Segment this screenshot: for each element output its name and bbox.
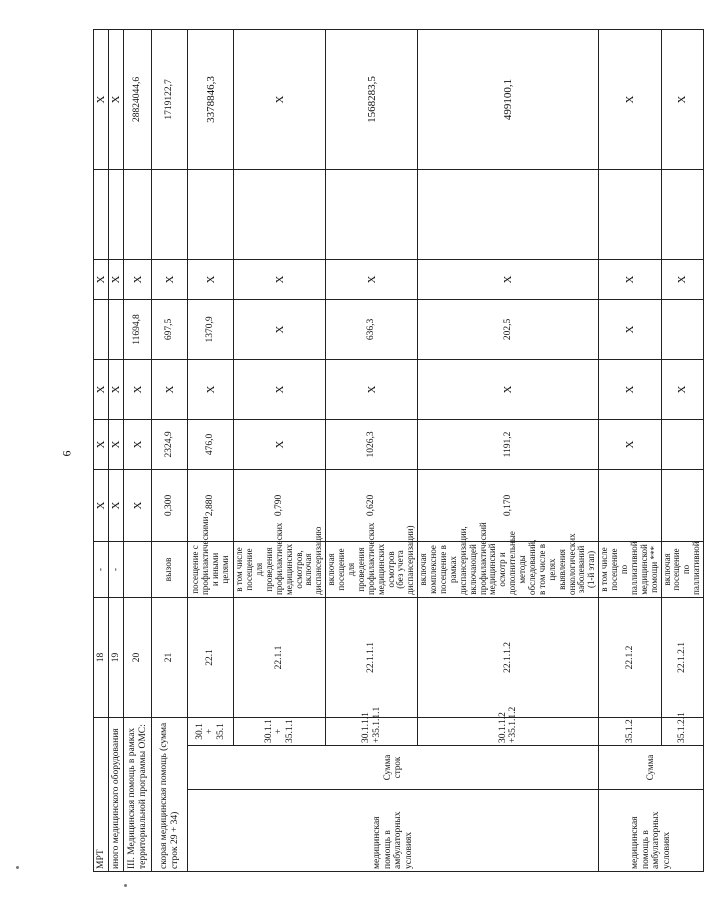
formula-cell: 30.1.1 + 35.1.1 bbox=[234, 717, 326, 745]
value-cell: X bbox=[599, 29, 661, 169]
row-name: III. Медицинская помощь в рамках территориальной программы ОМС: bbox=[124, 717, 152, 871]
value-cell: X bbox=[94, 259, 109, 299]
value-cell bbox=[661, 169, 704, 259]
value-cell: X bbox=[124, 469, 152, 541]
row-number: 22.1.1 bbox=[234, 597, 326, 717]
value-cell: X bbox=[188, 259, 234, 299]
table-row bbox=[326, 29, 418, 871]
value-cell: 0,170 bbox=[418, 469, 599, 541]
value-cell: X bbox=[599, 259, 661, 299]
unit-cell: - bbox=[109, 541, 124, 597]
row-number: 22.1.1.1 bbox=[326, 597, 418, 717]
row-number: 22.1 bbox=[188, 597, 234, 717]
value-cell: 1026,3 bbox=[326, 419, 418, 469]
value-cell: X bbox=[152, 259, 188, 299]
value-cell: X bbox=[418, 359, 599, 419]
value-cell: 0,620 bbox=[326, 469, 418, 541]
value-cell: X bbox=[109, 359, 124, 419]
value-cell: X bbox=[418, 259, 599, 299]
value-cell bbox=[326, 169, 418, 259]
value-cell bbox=[188, 169, 234, 259]
value-cell bbox=[418, 169, 599, 259]
row-number: 19 bbox=[109, 597, 124, 717]
value-cell bbox=[94, 169, 109, 259]
unit-cell: посещение с профилактическими и иными целями bbox=[188, 541, 234, 597]
row-number: 22.1.2.1 bbox=[661, 597, 704, 717]
value-cell: X bbox=[124, 359, 152, 419]
value-cell: X bbox=[234, 359, 326, 419]
row-number: 21 bbox=[152, 597, 188, 717]
formula-cell: 35.1.2.1 bbox=[661, 717, 704, 745]
unit-cell: включая комплексное посещение в рамках диспансеризации, включающей профилактический медицинский осмотр и дополнительные методы обследований, в том числе в целях выявления онкологических заболеваний (1-й этап) bbox=[418, 541, 599, 597]
value-cell bbox=[661, 299, 704, 359]
sum-label: Сумма bbox=[599, 746, 704, 790]
value-cell bbox=[109, 169, 124, 259]
value-cell: X bbox=[234, 29, 326, 169]
unit-cell: в том числе посещение для проведения профилактических медицинских осмотров, включая диспансеризацию bbox=[234, 541, 326, 597]
scan-speck bbox=[16, 866, 19, 869]
value-cell: X bbox=[109, 419, 124, 469]
row-name: медицинская помощь в амбулаторных условиях bbox=[599, 790, 704, 872]
value-cell: 476,0 bbox=[188, 419, 234, 469]
value-cell bbox=[661, 469, 704, 541]
unit-cell: включая посещение по паллиативной bbox=[661, 541, 704, 597]
page-number: 6 bbox=[59, 450, 74, 457]
value-cell: 3378846,3 bbox=[188, 29, 234, 169]
value-cell: 499100,1 bbox=[418, 29, 599, 169]
unit-cell: - bbox=[94, 541, 109, 597]
formula-cell: 30.1.1.2 +35.1.1.2 bbox=[418, 717, 599, 745]
sum-label: Сумма строк bbox=[188, 746, 599, 790]
value-cell: 0,790 bbox=[234, 469, 326, 541]
value-cell bbox=[109, 299, 124, 359]
value-cell: X bbox=[326, 259, 418, 299]
value-cell bbox=[599, 469, 661, 541]
value-cell: X bbox=[234, 299, 326, 359]
table-row bbox=[661, 29, 704, 871]
value-cell bbox=[124, 169, 152, 259]
value-cell: 28824044,6 bbox=[124, 29, 152, 169]
table-row bbox=[188, 29, 234, 871]
value-cell: X bbox=[152, 359, 188, 419]
row-number: 22.1.1.2 bbox=[418, 597, 599, 717]
value-cell: 1719122,7 bbox=[152, 29, 188, 169]
table-row bbox=[109, 29, 124, 871]
value-cell: 697,5 bbox=[152, 299, 188, 359]
value-cell: X bbox=[94, 29, 109, 169]
value-cell: 1568283,5 bbox=[326, 29, 418, 169]
value-cell: X bbox=[661, 259, 704, 299]
value-cell bbox=[234, 169, 326, 259]
row-number: 22.1.2 bbox=[599, 597, 661, 717]
value-cell: X bbox=[109, 29, 124, 169]
table-row bbox=[234, 29, 326, 871]
unit-cell: в том числе посещение по паллиативной медицинской помощи *** bbox=[599, 541, 661, 597]
value-cell: 0,300 bbox=[152, 469, 188, 541]
unit-cell: вызов bbox=[152, 541, 188, 597]
row-name: иного медицинского оборудования bbox=[109, 717, 124, 871]
value-cell: X bbox=[234, 419, 326, 469]
table-row bbox=[152, 29, 188, 871]
value-cell: X bbox=[94, 419, 109, 469]
unit-cell: включая посещение для проведения профилактических медицинских осмотров (без учета диспансеризации) bbox=[326, 541, 418, 597]
formula-cell: 30.1.1.1 +35.1.1.1 bbox=[326, 717, 418, 745]
value-cell: X bbox=[599, 359, 661, 419]
value-cell: X bbox=[599, 299, 661, 359]
formula-cell: 35.1.2 bbox=[599, 717, 661, 745]
scan-speck bbox=[124, 884, 127, 887]
value-cell: 636,3 bbox=[326, 299, 418, 359]
funding-table bbox=[93, 29, 704, 872]
value-cell: 2,880 bbox=[188, 469, 234, 541]
table-row bbox=[94, 29, 109, 871]
value-cell: 1191,2 bbox=[418, 419, 599, 469]
value-cell: 11694,8 bbox=[124, 299, 152, 359]
rotated-table-frame bbox=[93, 30, 702, 872]
table-row bbox=[124, 29, 152, 871]
value-cell: 2324,9 bbox=[152, 419, 188, 469]
value-cell: 202,5 bbox=[418, 299, 599, 359]
row-number: 20 bbox=[124, 597, 152, 717]
row-number: 18 bbox=[94, 597, 109, 717]
value-cell: X bbox=[109, 259, 124, 299]
value-cell: X bbox=[124, 259, 152, 299]
row-name: скорая медицинская помощь (сумма строк 29 + 34) bbox=[152, 717, 188, 871]
value-cell bbox=[94, 299, 109, 359]
row-name: МРТ bbox=[94, 717, 109, 871]
value-cell: X bbox=[661, 359, 704, 419]
value-cell: X bbox=[326, 359, 418, 419]
value-cell bbox=[152, 169, 188, 259]
value-cell: X bbox=[188, 359, 234, 419]
value-cell: X bbox=[124, 419, 152, 469]
value-cell: X bbox=[94, 359, 109, 419]
value-cell bbox=[599, 169, 661, 259]
value-cell bbox=[661, 419, 704, 469]
table-row bbox=[599, 29, 661, 871]
unit-cell bbox=[124, 541, 152, 597]
value-cell: X bbox=[94, 469, 109, 541]
value-cell: X bbox=[109, 469, 124, 541]
formula-cell: 30.1 + 35.1 bbox=[188, 717, 234, 745]
value-cell: 1370,9 bbox=[188, 299, 234, 359]
value-cell: X bbox=[234, 259, 326, 299]
table-row bbox=[418, 29, 599, 871]
value-cell: X bbox=[599, 419, 661, 469]
row-name: медицинская помощь в амбулаторных условиях bbox=[188, 790, 599, 872]
value-cell: X bbox=[661, 29, 704, 169]
